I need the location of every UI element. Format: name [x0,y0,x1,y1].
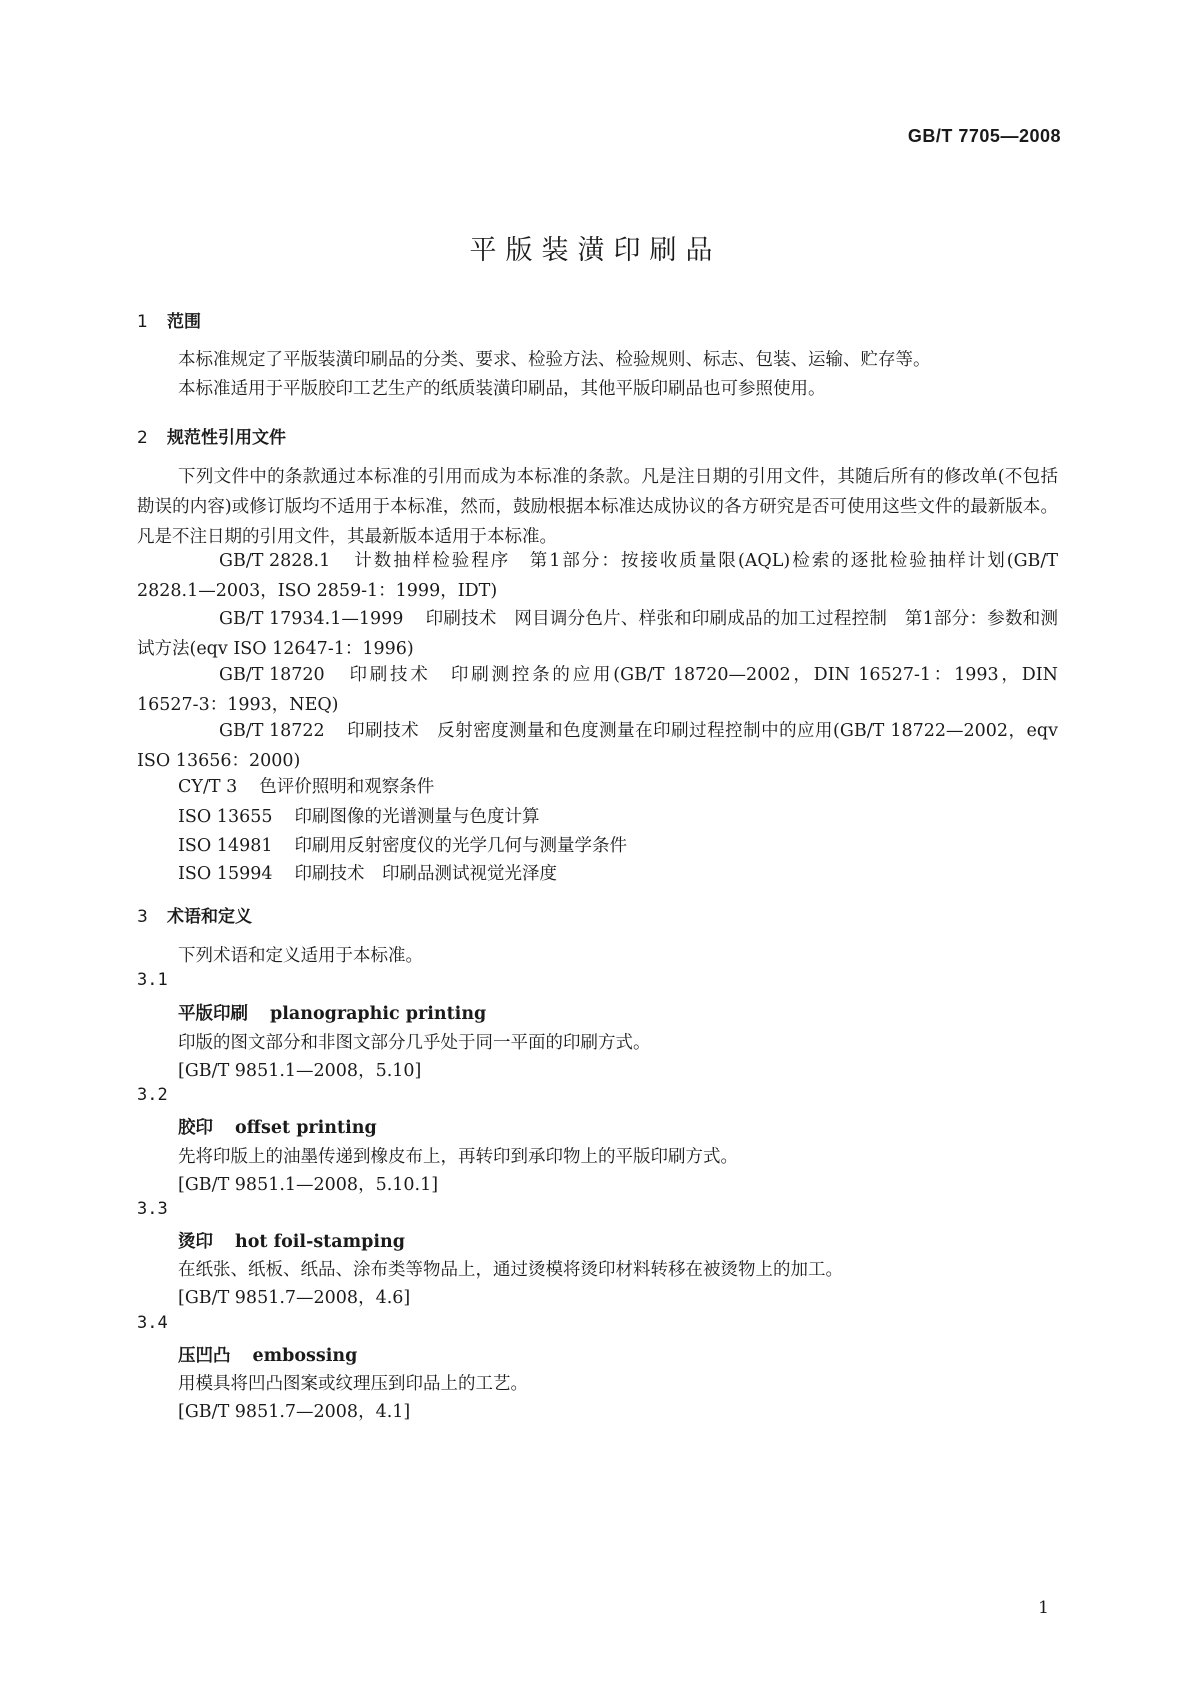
clause-number: 3.1 [137,970,168,990]
term-source: [GB/T 9851.1—2008，5.10] [178,1061,422,1081]
reference-code: CY/T 3 [178,777,238,797]
reference-item [137,604,1058,664]
section-number: 2 [137,428,148,448]
term-source: [GB/T 9851.7—2008，4.1] [178,1402,411,1422]
term-heading [178,1114,377,1139]
clause-number: 3.4 [137,1313,168,1333]
standard-number: GB/T 7705—2008 [907,126,1061,146]
section-title: 范围 [167,312,201,332]
reference-text: 印刷图像的光谱测量与色度计算 [294,807,540,827]
section-heading-normative [137,423,286,448]
term-english: offset printing [235,1118,377,1138]
scope-paragraph-2: 本标准适用于平版胶印工艺生产的纸质装潢印刷品，其他平版印刷品也可参照使用。 [178,379,826,399]
reference-text: 印刷技术 反射密度测量和色度测量在印刷过程控制中的应用(GB/T 18722—2002，eqv ISO 13656：2000) [137,721,1058,771]
reference-code: ISO 15994 [178,864,273,884]
reference-code: GB/T 18720 [219,665,325,685]
term-source: [GB/T 9851.1—2008，5.10.1] [178,1175,439,1195]
terms-intro: 下列术语和定义适用于本标准。 [178,946,423,966]
reference-text: 印刷技术 网目调分色片、样张和印刷成品的加工过程控制 第1部分：参数和测试方法(eqv ISO 12647-1：1996) [137,609,1058,659]
reference-text: 色评价照明和观察条件 [259,777,435,797]
term-definition: 先将印版上的油墨传递到橡皮布上，再转印到承印物上的平版印刷方式。 [178,1147,738,1167]
reference-code: ISO 13655 [178,807,273,827]
reference-item [137,546,1058,606]
term-english: hot foil-stamping [235,1232,405,1252]
term-definition: 用模具将凹凸图案或纹理压到印品上的工艺。 [178,1374,528,1394]
term-chinese: 烫印 [178,1232,213,1252]
term-english: embossing [252,1346,358,1366]
reference-item [178,860,557,885]
section-number: 3 [137,907,148,927]
term-source: [GB/T 9851.7—2008，4.6] [178,1288,411,1308]
clause-number: 3.3 [137,1199,168,1219]
term-chinese: 胶印 [178,1118,213,1138]
document-title: 平版装潢印刷品 [469,235,722,266]
section-title: 规范性引用文件 [167,428,286,448]
term-definition: 印版的图文部分和非图文部分几乎处于同一平面的印刷方式。 [178,1033,651,1053]
reference-code: ISO 14981 [178,836,273,856]
reference-code: GB/T 2828.1 [219,551,331,571]
clause-number: 3.2 [137,1085,168,1105]
reference-item [137,716,1058,776]
term-english: planographic printing [270,1004,487,1024]
term-heading [178,1342,357,1367]
section-number: 1 [137,312,148,332]
reference-text: 印刷技术 印刷测控条的应用(GB/T 18720—2002，DIN 16527-1：1993，DIN 16527-3：1993，NEQ) [137,665,1058,715]
normative-intro: 下列文件中的条款通过本标准的引用而成为本标准的条款。凡是注日期的引用文件，其随后所有的修改单(不包括勘误的内容)或修订版均不适用于本标准，然而，鼓励根据本标准达成协议的各方研究是否可使用这些文件的最新版本。凡是不注日期的引用文件，其最新版本适用于本标准。 [137,467,1058,547]
term-chinese: 平版印刷 [178,1004,248,1024]
reference-item [137,660,1058,720]
section-heading-scope [137,307,201,332]
reference-item [178,803,539,828]
scope-paragraph-1: 本标准规定了平版装潢印刷品的分类、要求、检验方法、检验规则、标志、包装、运输、贮存等。 [178,350,931,370]
reference-text: 印刷技术 印刷品测试视觉光泽度 [294,864,557,884]
term-chinese: 压凹凸 [178,1346,231,1366]
page-number: 1 [1038,1598,1049,1618]
reference-item [178,832,627,857]
section-heading-terms [137,902,252,927]
reference-text: 计数抽样检验程序 第1部分：按接收质量限(AQL)检索的逐批检验抽样计划(GB/T 2828.1—2003，ISO 2859-1：1999，IDT) [137,551,1058,601]
reference-item [178,773,434,798]
reference-text: 印刷用反射密度仪的光学几何与测量学条件 [294,836,627,856]
reference-code: GB/T 18722 [219,721,325,741]
term-heading [178,1228,405,1253]
section-title: 术语和定义 [167,907,252,927]
term-definition: 在纸张、纸板、纸品、涂布类等物品上，通过烫模将烫印材料转移在被烫物上的加工。 [178,1260,843,1280]
reference-code: GB/T 17934.1—1999 [219,609,404,629]
term-heading [178,1000,486,1025]
